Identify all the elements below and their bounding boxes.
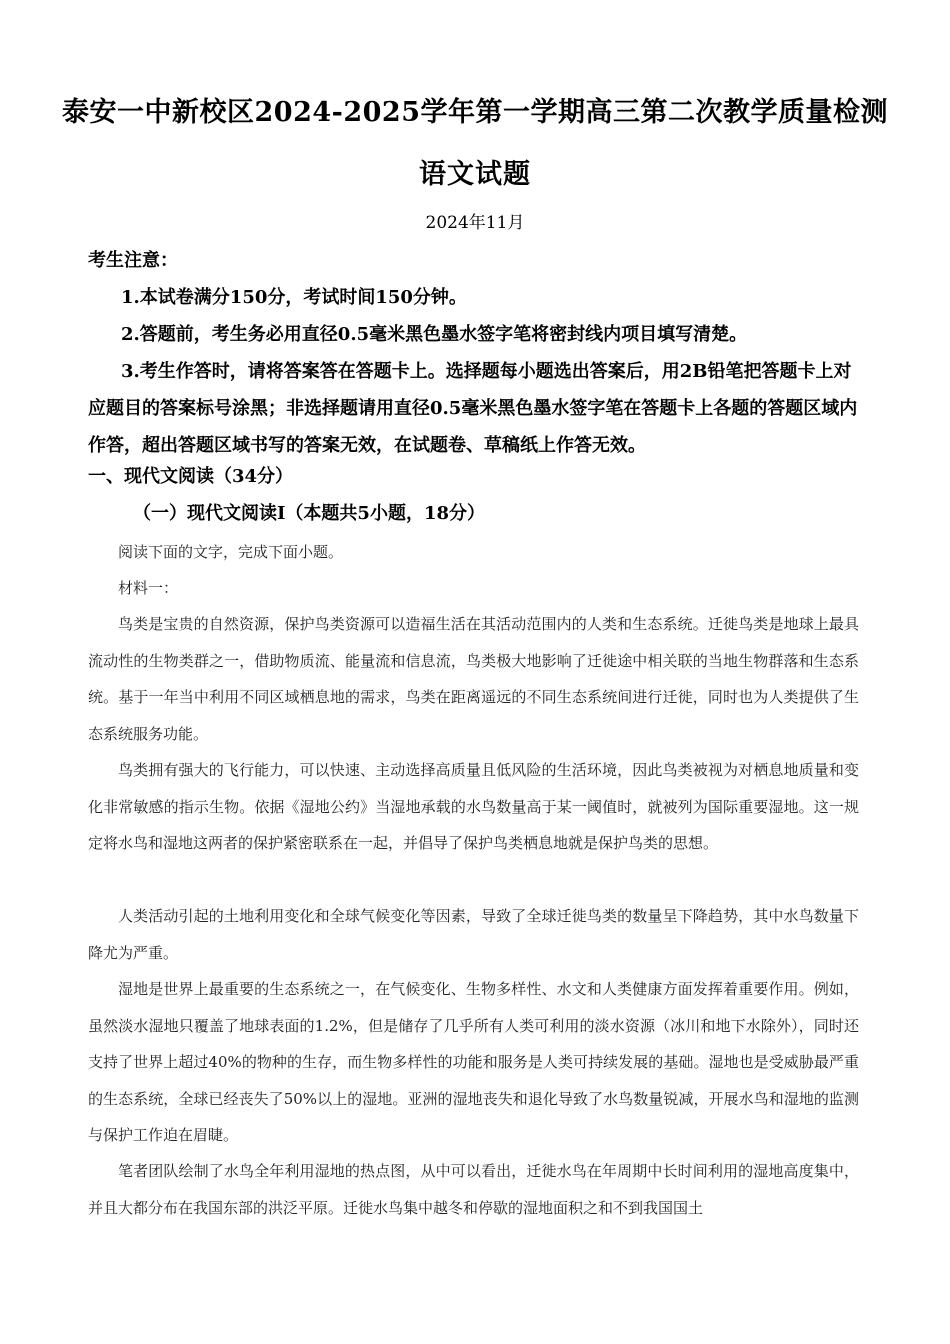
material-paragraph: 笔者团队绘制了水鸟全年利用湿地的热点图，从中可以看出，迁徙水鸟在年周期中长时间利用的湿地高度集中，并且大都分布在我国东部的洪泛平原。迁徙水鸟集中越冬和停歇的湿地面积之和不到我国国土 xyxy=(88,1162,859,1217)
subsection-heading: （一）现代文阅读Ⅰ（本题共5小题，18分） xyxy=(133,503,485,524)
section-heading: 一、现代文阅读（34分） xyxy=(88,466,294,487)
material-paragraph: 鸟类是宝贵的自然资源，保护鸟类资源可以造福生活在其活动范围内的人类和生态系统。迁徙鸟类是地球上最具流动性的生物类群之一，借助物质流、能量流和信息流，鸟类极大地影响了迁徙途中相关联的当地生物群落和生态系统。基于一年当中利用不同区域栖息地的需求，鸟类在距离遥远的不同生态系统间进行迁徙，同时也为人类提供了生态系统服务功能。 xyxy=(88,615,859,743)
notice-item: 1.本试卷满分150分，考试时间150分钟。 xyxy=(121,287,467,308)
exam-date: 2024年11月 xyxy=(425,213,525,233)
material-paragraph: 鸟类拥有强大的飞行能力，可以快速、主动选择高质量且低风险的生活环境，因此鸟类被视为对栖息地质量和变化非常敏感的指示生物。依据《湿地公约》当湿地承载的水鸟数量高于某一阈值时，就被列为国际重要湿地。这一规定将水鸟和湿地这两者的保护紧密联系在一起，并倡导了保护鸟类栖息地就是保护鸟类的思想。 xyxy=(88,761,859,852)
notice-item: 2.答题前，考生务必用直径0.5毫米黑色墨水签字笔将密封线内项目填写清楚。 xyxy=(121,324,748,345)
exam-title: 泰安一中新校区2024-2025学年第一学期高三第二次教学质量检测 xyxy=(62,97,888,128)
reading-instruction: 阅读下面的文字，完成下面小题。 xyxy=(118,543,344,561)
notice-item: 3.考生作答时，请将答案答在答题卡上。选择题每小题选出答案后，用2B铅笔把答题卡上对应题目的答案标号涂黑；非选择题请用直径0.5毫米黑色墨水签字笔在答题卡上各题的答题区域内作答，超出答题区域书写的答案无效，在试题卷、草稿纸上作答无效。 xyxy=(88,361,858,456)
exam-subject: 语文试题 xyxy=(419,159,531,190)
material-paragraph: 人类活动引起的土地利用变化和全球气候变化等因素，导致了全球迁徙鸟类的数量呈下降趋势，其中水鸟数量下降尤为严重。 xyxy=(88,907,859,962)
material-label: 材料一： xyxy=(118,579,179,597)
material-paragraph: 湿地是世界上最重要的生态系统之一，在气候变化、生物多样性、水文和人类健康方面发挥着重要作用。例如，虽然淡水湿地只覆盖了地球表面的1.2%，但是储存了几乎所有人类可利用的淡水资源（冰川和地下水除外），同时还支持了世界上超过40%的物种的生存，而生物多样性的功能和服务是人类可持续发展的基础。湿地也是受威胁最严重的生态系统，全球已经丧失了50%以上的湿地。亚洲的湿地丧失和退化导致了水鸟数量锐减，开展水鸟和湿地的监测与保护工作迫在眉睫。 xyxy=(88,980,859,1144)
notice-heading: 考生注意： xyxy=(88,250,178,271)
